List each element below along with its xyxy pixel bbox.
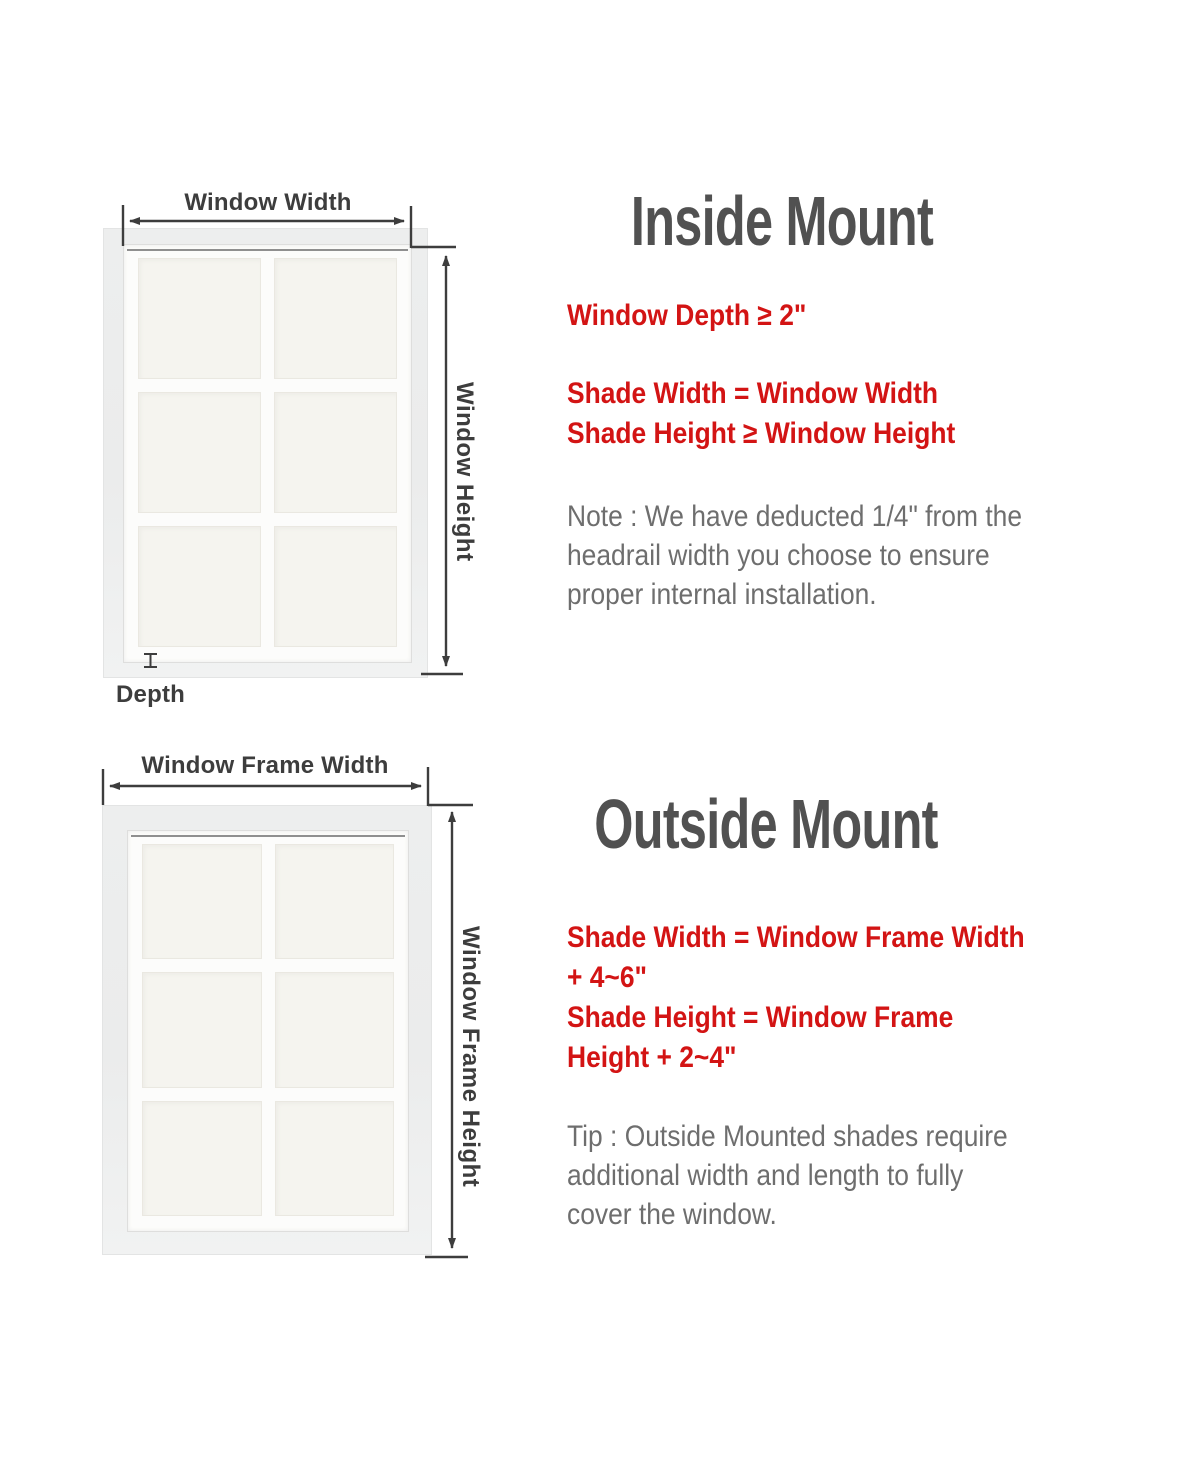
- inside-mount-title: Inside Mount: [630, 182, 934, 260]
- inside-note: [567, 497, 1022, 614]
- outside-tip-line: cover the window.: [567, 1198, 777, 1231]
- window-pane: [275, 972, 395, 1087]
- window-casing-outside: [102, 805, 432, 1255]
- inside-note-line: headrail width you choose to ensure: [567, 539, 990, 572]
- window-pane: [274, 526, 397, 647]
- window-pane: [142, 844, 262, 959]
- frame-height-label: Window Frame Height: [457, 926, 484, 1188]
- window-width-label: Window Width: [184, 189, 352, 216]
- inside-note-line: proper internal installation.: [567, 578, 877, 611]
- inside-size-rule-line: Shade Height ≥ Window Height: [567, 417, 956, 450]
- outside-size-rule-line: Shade Width = Window Frame Width: [567, 921, 1025, 954]
- outside-tip-line: Tip : Outside Mounted shades require: [567, 1120, 1008, 1153]
- window-pane: [275, 1101, 395, 1216]
- window-casing-inside: [103, 228, 428, 678]
- window-height-label: Window Height: [451, 382, 478, 562]
- window-glass-grid: [142, 844, 394, 1216]
- window-headrail: [127, 249, 408, 251]
- frame-width-label: Window Frame Width: [141, 752, 389, 779]
- inside-note-line: Note : We have deducted 1/4" from the: [567, 500, 1023, 533]
- window-frame-inside: [123, 244, 412, 663]
- outside-size-rule-line: + 4~6": [567, 961, 648, 994]
- outside-size-rules: [567, 918, 1025, 1078]
- inside-size-rules: [567, 374, 955, 454]
- window-headrail: [131, 835, 405, 837]
- outside-tip-line: additional width and length to fully: [567, 1159, 964, 1192]
- depth-label: Depth: [116, 681, 185, 708]
- window-pane: [142, 972, 262, 1087]
- window-pane: [138, 526, 261, 647]
- window-glass-grid: [138, 258, 397, 647]
- window-pane: [274, 392, 397, 513]
- outside-size-rule-line: Height + 2~4": [567, 1041, 737, 1074]
- window-pane: [138, 258, 261, 379]
- window-frame-outside: [127, 830, 409, 1232]
- outside-mount-title: Outside Mount: [594, 785, 938, 863]
- inside-depth-rule: Window Depth ≥ 2": [567, 299, 807, 332]
- inside-size-rule-line: Shade Width = Window Width: [567, 377, 939, 410]
- window-pane: [142, 1101, 262, 1216]
- window-pane: [138, 392, 261, 513]
- window-pane: [274, 258, 397, 379]
- outside-tip: [567, 1117, 1008, 1234]
- outside-size-rule-line: Shade Height = Window Frame: [567, 1001, 954, 1034]
- window-pane: [275, 844, 395, 959]
